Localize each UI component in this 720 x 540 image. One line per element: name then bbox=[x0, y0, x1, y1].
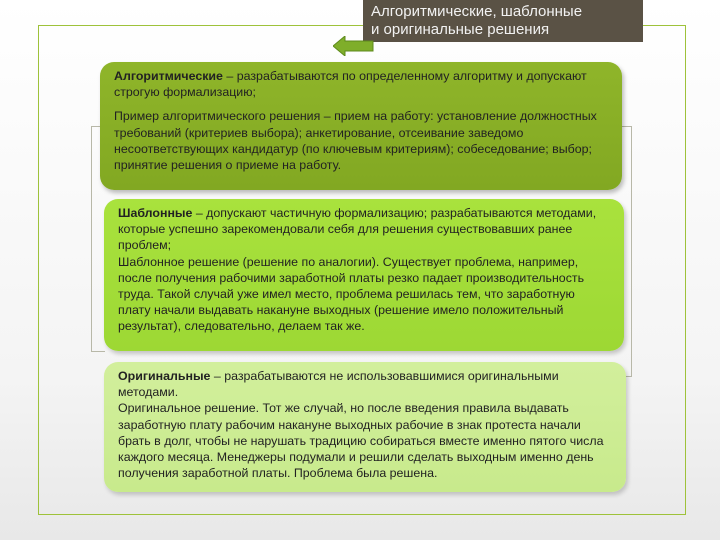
title-line-1: Алгоритмические, шаблонные bbox=[371, 3, 583, 20]
block-definition-text: – допускают частичную формализацию; разрабатываются методами, которые успешно зарекомендовали себя для решения существовавших ранее проблем; bbox=[118, 206, 597, 253]
block-definition bbox=[114, 68, 608, 100]
block-term: Шаблонные bbox=[118, 206, 193, 220]
connector-line bbox=[631, 126, 632, 376]
block-original bbox=[104, 362, 626, 492]
block-example: Пример алгоритмического решения – прием на работу: установление должностных требований (критериев выбора); анкетирование, отсеивание заведомо несоответствующих кандидатур (по ключевым критериям); собеседование; выбор; принятие решения о приеме на работу. bbox=[114, 109, 597, 173]
arrow-left-icon[interactable] bbox=[333, 36, 375, 56]
block-template bbox=[104, 199, 624, 351]
block-definition bbox=[118, 368, 612, 400]
block-algorithmic bbox=[100, 62, 622, 190]
block-definition bbox=[118, 205, 610, 254]
connector-line bbox=[622, 126, 632, 127]
block-example: Оригинальное решение. Тот же случай, но после введения правила выдавать заработную плату рабочим накануне выходных рабочие в знак протеста начали брать в долг, чтобы не нарушать традицию собираться вместе именно пятого числа каждого месяца. Менеджеры подумали и решили сделать выходным именно день получения заработной платы. Проблема была решена. bbox=[118, 401, 604, 481]
block-term: Алгоритмические bbox=[114, 69, 223, 83]
block-definition-text: – разрабатываются не использовавшимися оригинальными методами. bbox=[118, 369, 559, 400]
block-example: Шаблонное решение (решение по аналогии). Существует проблема, например, после получения рабочими заработной платы резко падает производительность труда. Такой случай уже имел место, проблема решилась тем, что заработную плату начали выдавать накануне выходных (решение имело положительный результат), следовательно, делаем так же. bbox=[118, 254, 585, 334]
title-line-2: и оригинальные решения bbox=[371, 21, 550, 38]
connector-line bbox=[91, 126, 92, 351]
block-term: Оригинальные bbox=[118, 369, 211, 383]
block-definition-text: – разрабатываются по определенному алгоритму и допускают строгую формализацию; bbox=[114, 69, 587, 100]
connector-line bbox=[91, 351, 105, 352]
slide-title bbox=[363, 0, 643, 42]
